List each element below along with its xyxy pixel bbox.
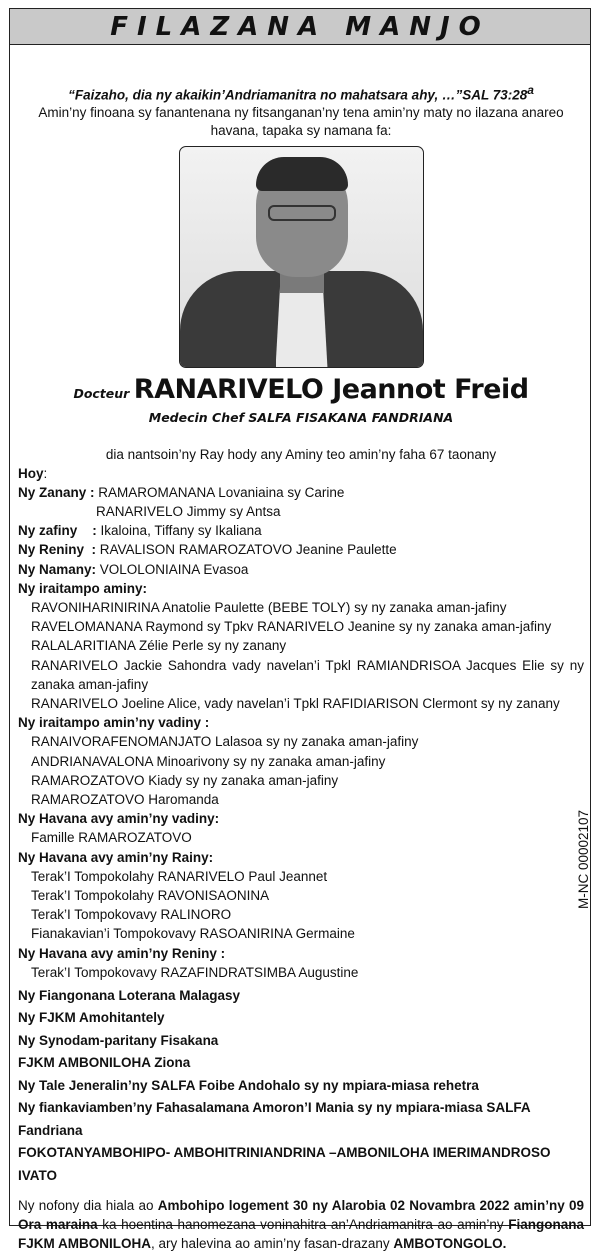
list-item: RANARIVELO Jackie Sahondra vady navelan’i Tpkl RAMIANDRISOA Jacques Elie sy ny zanaka aman-jafiny	[31, 657, 584, 692]
reference-code: M-NC 00002107	[576, 809, 591, 909]
org-item: Ny fiankaviamben’ny Fahasalamana Amoron’I Mania sy ny mpiara-miasa SALFA Fandriana	[18, 1100, 531, 1138]
havana-rainy-label: Ny Havana avy amin’ny Rainy:	[18, 849, 214, 865]
list-item: Terak’I Tompokolahy RANARIVELO Paul Jeannet	[31, 868, 328, 884]
quote-text: “Faizaho, dia ny akaikin’Andriamanitra no mahatsara ahy, …”SAL 73:28	[68, 87, 528, 103]
list-item: RALALARITIANA Zélie Perle sy ny zanany	[31, 638, 287, 654]
notice-text: Ny nofony dia hiala ao	[18, 1198, 158, 1214]
havana-reniny-label: Ny Havana avy amin’ny Reniny :	[18, 945, 226, 961]
namany-row	[18, 560, 584, 579]
deceased-subtitle: Medecin Chef SALFA FISAKANA FANDRIANA	[148, 409, 454, 425]
namany-label: Ny Namany:	[18, 561, 100, 577]
list-item: Terak’I Tompokovavy RAZAFINDRATSIMBA Augustine	[31, 964, 359, 980]
notice-bold: Ambohipo logement 30 ny Alarobia 02 Novambra 2022 amin’ny 09 Ora maraina	[18, 1198, 584, 1233]
reniny-row	[18, 540, 584, 559]
hoy-label: Hoy	[18, 465, 44, 481]
zafiny-value: Ikaloina, Tiffany sy Ikaliana	[100, 523, 262, 539]
funeral-notice	[18, 1196, 584, 1253]
list-item: RANAIVORAFENOMANJATO Lalasoa sy ny zanaka aman-jafiny	[31, 734, 419, 750]
list-item: Fianakavian’i Tompokovavy RASOANIRINA Germaine	[31, 926, 355, 942]
zanany-row	[18, 483, 584, 502]
zanany-label: Ny Zanany :	[18, 484, 99, 500]
quote-sup: a	[527, 83, 534, 97]
iraitampo-label: Ny iraitampo aminy:	[18, 580, 148, 596]
namany-value: VOLOLONIAINA Evasoa	[99, 561, 249, 577]
org-item: Ny Synodam-paritany Fisakana	[18, 1032, 219, 1048]
list-item: RAVONIHARINIRINA Anatolie Paulette (BEBE TOLY) sy ny zanaka aman-jafiny	[31, 599, 507, 615]
list-item: Terak’I Tompokolahy RAVONISAONINA	[31, 887, 270, 903]
notice-bold: Fiangonana FJKM AMBONILOHA	[18, 1217, 584, 1252]
family-list	[18, 464, 584, 982]
org-item: FJKM AMBONILOHA Ziona	[18, 1055, 191, 1071]
hoy-line: Hoy:	[18, 465, 48, 481]
list-item: RAMAROZATOVO Kiady sy ny zanaka aman-jafiny	[31, 772, 339, 788]
iraitampo-vady-label: Ny iraitampo amin’ny vadiny :	[18, 715, 210, 731]
list-item: Famille RAMAROZATOVO	[31, 830, 192, 846]
intro-text: Amin’ny finoana sy fanantenana ny fitsanganan’ny tena amin’ny maty no ilazana anareo havana, tapaka sy namana fa:	[38, 104, 564, 138]
zafiny-label: Ny zafiny :	[18, 523, 101, 539]
deceased-name: RANARIVELO Jeannot Freid	[133, 373, 529, 405]
list-item: RAMAROZATOVO Haromanda	[31, 791, 219, 807]
org-item: Ny FJKM Amohitantely	[18, 1010, 165, 1026]
organizations-list	[18, 985, 584, 1188]
obituary-content	[18, 47, 584, 1253]
list-item: Terak’I Tompokovavy RALINORO	[31, 907, 232, 923]
list-item: ANDRIANAVALONA Minoarivony sy ny zanaka aman-jafiny	[31, 753, 386, 769]
zanany-1: RAMAROMANANA Lovaniaina sy Carine	[98, 484, 345, 500]
deceased-title: Docteur	[73, 385, 130, 401]
list-item: RAVELOMANANA Raymond sy Tpkv RANARIVELO Jeanine sy ny zanaka aman-jafiny	[31, 619, 552, 635]
header-title: FILAZANA MANJO	[110, 11, 490, 42]
bible-quote	[18, 82, 584, 104]
org-item: Ny Tale Jeneralin’ny SALFA Foibe Andohalo sy ny mpiara-miasa rehetra	[18, 1077, 479, 1093]
obituary-frame	[9, 8, 591, 1252]
deceased-name-block	[18, 374, 584, 405]
org-item: Ny Fiangonana Loterana Malagasy	[18, 987, 241, 1003]
header-bar	[10, 9, 590, 45]
havana-vady-label: Ny Havana avy amin’ny vadiny:	[18, 811, 220, 827]
notice-text: ka hoentina hanomezana voninahitra an’Andriamanitra ao amin’ny	[97, 1217, 509, 1233]
zafiny-row	[18, 521, 584, 540]
reniny-value: RAVALISON RAMAROZATOVO Jeanine Paulette	[99, 542, 397, 558]
notice-text: , ary halevina ao amin’ny fasan-drazany	[151, 1236, 394, 1252]
age-line: dia nantsoin’ny Ray hody any Aminy teo amin’ny faha 67 taonany	[105, 446, 497, 462]
zanany-2: RANARIVELO Jimmy sy Antsa	[96, 503, 281, 519]
list-item: RANARIVELO Joeline Alice, vady navelan’i Tpkl RAFIDIARISON Clermont sy ny zanany	[31, 695, 560, 711]
portrait-photo	[179, 146, 424, 368]
org-item: FOKOTANYAMBOHIPO- AMBOHITRINIANDRINA –AMBONILOHA IMERIMANDROSO IVATO	[18, 1145, 551, 1183]
reniny-label: Ny Reniny :	[18, 542, 100, 558]
notice-bold: AMBOTONGOLO.	[393, 1236, 507, 1252]
